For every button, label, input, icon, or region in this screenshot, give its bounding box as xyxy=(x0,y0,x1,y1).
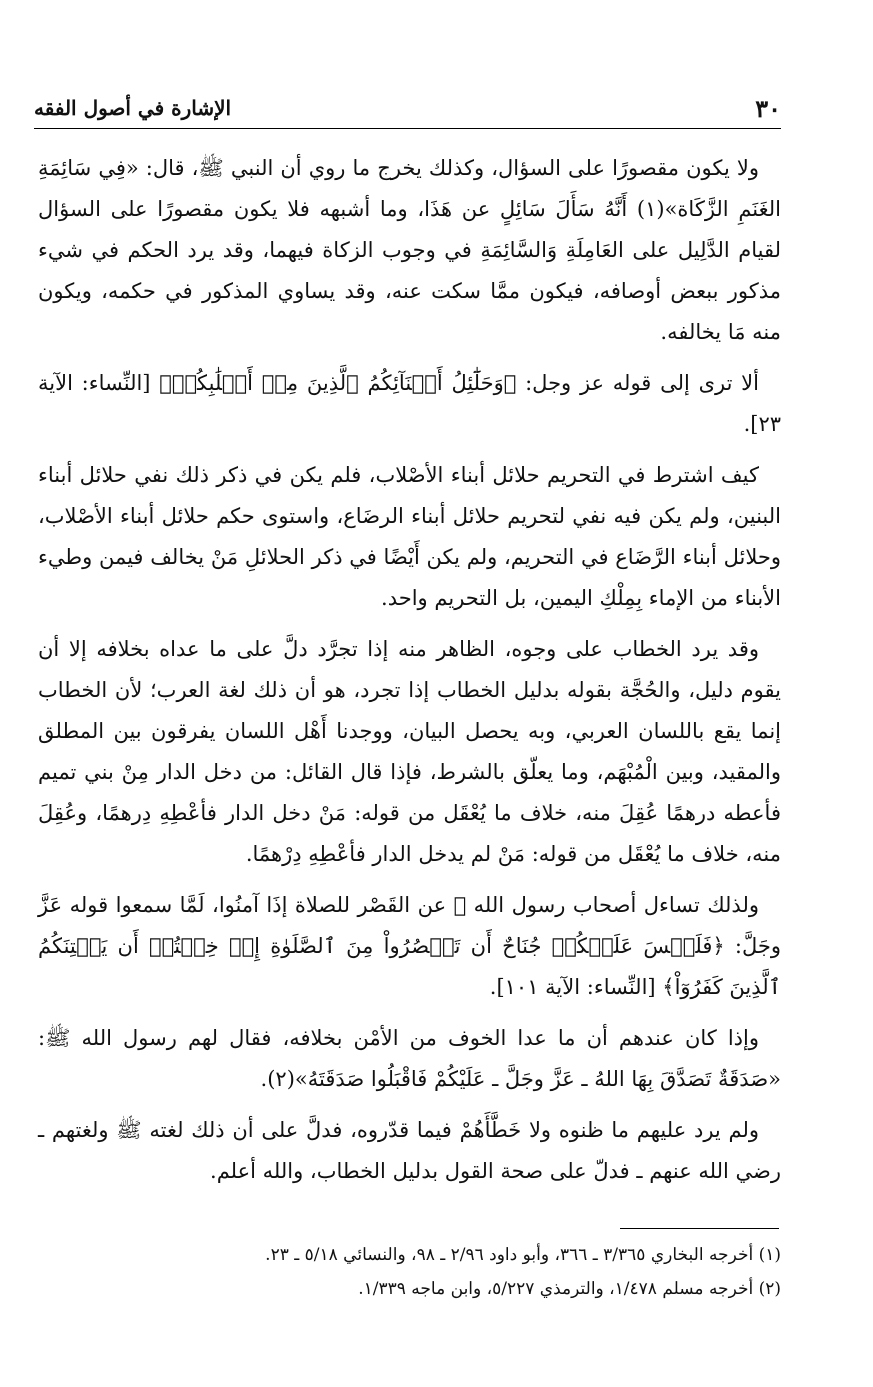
page-header xyxy=(34,88,781,129)
paragraph: ولذلك تساءل أصحاب رسول الله ﷺ عن القَصْر للصلاة إذَا آمنُوا، لَمَّا سمعوا قوله عَزَّ وجَلَّ: ﴿فَلَيۡسَ عَلَيۡكُمۡ جُنَاحٌ أَن تَقۡصُرُواْ مِنَ ٱلصَّلَوٰةِ إِنۡ خِفۡتُمۡ أَن يَفۡتِنَكُمُ ٱلَّذِينَ كَفَرُوٓاْ﴾ [النِّساء: الآية ١٠١]. xyxy=(38,893,781,999)
paragraph: ولم يرد عليهم ما ظنوه ولا خَطَّأَهُمْ فيما قدّروه، فدلَّ على أن ذلك لغته ﷺ ولغتهم ـ رضي الله عنهم ـ فدلّ على صحة القول بدليل الخطاب، والله أعلم. xyxy=(38,1118,781,1183)
body-text xyxy=(38,148,781,1202)
paragraph: ألا ترى إلى قوله عز وجل: ﴿وَحَلَٰٓئِلُ أَبۡنَآئِكُمُ ٱلَّذِينَ مِنۡ أَصۡلَٰبِكُمۡ﴾ [النِّساء: الآية ٢٣]. xyxy=(38,371,781,436)
paragraph: كيف اشترط في التحريم حلائل أبناء الأصْلاب، فلم يكن في ذكر ذلك نفي حلائل أبناء البنين، ولم يكن فيه نفي لتحريم حلائل أبناء الرضَاع، واستوى حكم حلائل أبناء الأصْلاب، وحلائل أبناء الرَّضَاع في التحريم، ولم يكن أَيْضًا في ذكر الحلائلِ مَنْ يخالف فيمن وطيء الأبناء من الإماء بِمِلْكِ اليمين، بل التحريم واحد. xyxy=(38,463,781,610)
footnote: (١) أخرجه البخاري ٣/٣٦٥ ـ ٣٦٦، وأبو داود ٢/٩٦ ـ ٩٨، والنسائي ٥/١٨ ـ ٢٣. xyxy=(265,1245,781,1265)
footnote: (٢) أخرجه مسلم ١/٤٧٨، والترمذي ٥/٢٢٧، وابن ماجه ١/٣٣٩. xyxy=(358,1279,781,1299)
footnote-divider xyxy=(620,1228,779,1229)
footnotes xyxy=(40,1238,781,1306)
paragraph: ولا يكون مقصورًا على السؤال، وكذلك يخرج ما روي أن النبي ﷺ، قال: «فِي سَائِمَةِ الغَنَمِ الزَّكَاة»(١) أَنَّهُ سَأَلَ سَائِلٍ عن هَذَا، وما أشبهه فلا يكون مقصورًا على السؤال لقيام الدَّلِيل على العَامِلَةِ وَالسَّائِمَةِ في وجوب الزكاة فيهما، وقد يرد الحكم في شيء مذكور ببعض أوصافه، فيكون ممَّا سكت عنه، وقد يساوي المذكور في حكمه، ويكون منه مَا يخالفه. xyxy=(38,156,781,344)
page-number: ٣٠ xyxy=(755,94,781,123)
paragraph: وإذا كان عندهم أن ما عدا الخوف من الأمْن بخلافه، فقال لهم رسول الله ﷺ: «صَدَقَةٌ تَصَدَّقَ بِهَا اللهُ ـ عَزَّ وجَلَّ ـ عَلَيْكُمْ فَاقْبَلُوا صَدَقَتَهُ»(٢). xyxy=(38,1026,781,1091)
paragraph: وقد يرد الخطاب على وجوه، الظاهر منه إذا تجرَّد دلَّ على ما عداه بخلافه إلا أن يقوم دليل، والحُجَّة بقوله بدليل الخطاب إذا تجرد، هو أن ذلك لغة العرب؛ لأن الخطاب إنما يقع باللسان العربي، وبه يحصل البيان، ووجدنا أَهْل اللسان يفرقون بين المطلق والمقيد، وبين الْمُبْهَم، وما يعلّق بالشرط، فإذا قال القائل: من دخل الدار مِنْ بني تميم فأعطه درهمًا عُقِلَ منه، خلاف ما يُعْقَل من قوله: مَنْ دخل الدار فأعْطِهِ دِرهمًا، وعُقِلَ منه، خلاف ما يُعْقَل من قوله: مَنْ لم يدخل الدار فأعْطِهِ دِرْهمًا. xyxy=(38,637,781,866)
running-title: الإشارة في أصول الفقه xyxy=(34,96,232,120)
